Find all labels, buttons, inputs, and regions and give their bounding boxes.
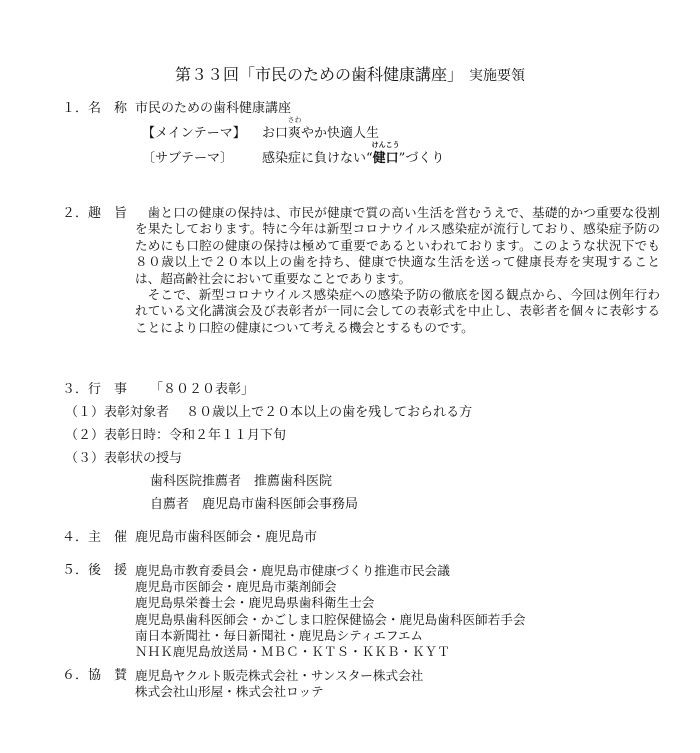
event-name: 市民のための歯科健康講座 [135, 101, 292, 116]
main-theme-post: やか快適人生 [301, 126, 380, 141]
supporter-line: 鹿児島県栄養士会・鹿児島県歯科衛生士会 [135, 595, 375, 611]
section-4-label: ４．主 催 [62, 530, 128, 545]
supporter-line: 南日本新聞社・毎日新聞社・鹿児島シティエフエム [135, 627, 424, 643]
event-title: 「８０２０表彰」 [150, 382, 255, 397]
main-theme-ruby-reading: さわ [287, 116, 302, 124]
sub-theme [262, 140, 445, 167]
purpose-paragraph-2: そこで、新型コロナウイルス感染症への感染予防の徹底を図る観点から、今回は例年行われている文化講演会及び表彰者が一同に会しての表彰式を中止し、表彰者を個々に表彰することにより口腔の健康について考える機会とするものです。 [135, 287, 660, 335]
purpose-text [135, 205, 660, 336]
main-theme-label: 【メインテーマ】 [142, 126, 246, 141]
event-item-3: （３）表彰状の授与 [65, 451, 183, 466]
section-5-label: ５．後 援 [62, 563, 128, 578]
sponsor-line: 鹿児島ヤクルト販売株式会社・サンスター株式会社 [135, 668, 424, 683]
sponsor-line: 株式会社山形屋・株式会社ロッテ [135, 684, 324, 700]
section-3-label: ３．行 事 [62, 382, 128, 397]
award-self: 自薦者 鹿児島市歯科医師会事務局 [150, 497, 359, 512]
main-theme-ruby [287, 116, 302, 142]
sub-theme-ruby-reading: けんこう [371, 140, 400, 149]
organizers: 鹿児島市歯科医師会・鹿児島市 [135, 530, 318, 545]
title-suffix: 実施要領 [469, 68, 525, 84]
title-main: 第３３回「市民のための歯科健康講座」 [174, 65, 463, 84]
supporter-line: 鹿児島市教育委員会・鹿児島市健康づくり推進市民会議 [135, 563, 450, 578]
sub-theme-label: 〔サブテーマ〕 [142, 151, 234, 166]
supporters-list [135, 563, 525, 660]
main-theme [262, 116, 380, 142]
document-title [0, 62, 700, 85]
supporter-line: 鹿児島県歯科医師会・かごしま口腔保健協会・鹿児島歯科医師若手会 [135, 611, 526, 627]
section-6-label: ６．協 賛 [62, 668, 128, 683]
main-theme-pre: お口 [262, 126, 289, 141]
sponsors-list [135, 668, 423, 700]
section-2-label: ２．趣 旨 [62, 206, 128, 221]
section-1-label: １．名 称 [62, 101, 128, 116]
event-item-1: （１）表彰対象者 ８０歳以上で２０本以上の歯を残しておられる方 [65, 405, 473, 420]
award-recommended: 歯科医院推薦者 推薦歯科医院 [150, 474, 333, 489]
sub-theme-post: ”づくり [398, 151, 445, 166]
main-theme-ruby-base: 爽 [288, 126, 302, 141]
sub-theme-pre: 感染症に負けない“ [262, 151, 373, 166]
supporter-line: 鹿児島市医師会・鹿児島市薬剤師会 [135, 579, 337, 595]
sub-theme-ruby-base: 健口 [372, 151, 399, 166]
sub-theme-ruby [371, 140, 400, 167]
supporter-line: ＮＨＫ鹿児島放送局・ＭＢＣ・ＫＴＳ・ＫＫＢ・ＫＹＴ [135, 644, 450, 660]
event-item-2: （２）表彰日時：令和２年１１月下旬 [65, 428, 287, 443]
purpose-paragraph-1: 歯と口の健康の保持は、市民が健康で質の高い生活を営むうえで、基礎的かつ重要な役割を果たしております。特に今年は新型コロナウイルス感染症が流行しており、感染症予防のためにも口腔の健康の保持は極めて重要であるといわれております。このような状況下でも８０歳以上で２０本以上の歯を持ち、健康で快適な生活を送って健康長寿を実現することは、超高齢社会において重要なことであります。 [135, 205, 660, 286]
